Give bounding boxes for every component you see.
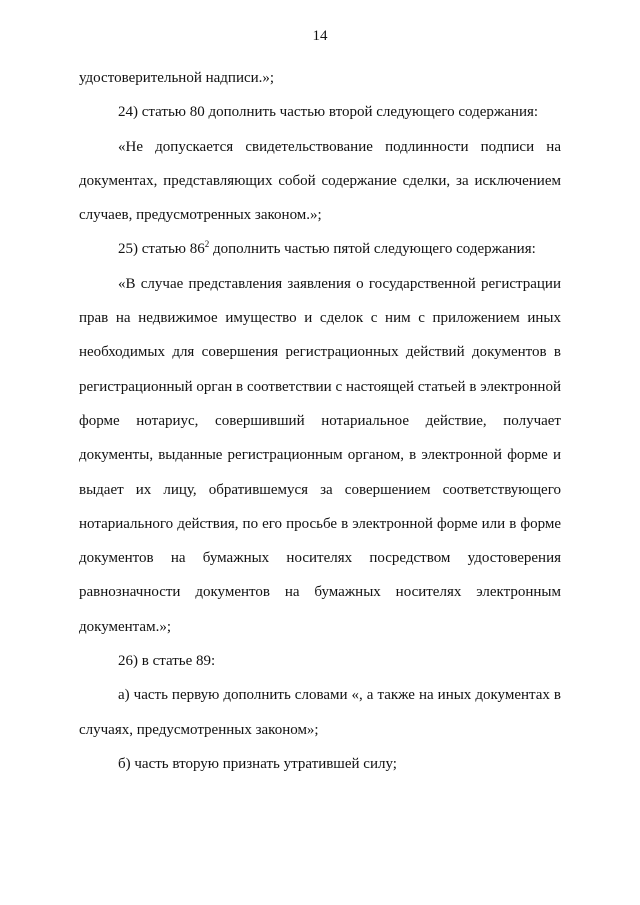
paragraph-subitem-b: б) часть вторую признать утратившей силу; xyxy=(118,755,397,772)
item-25-text-after: дополнить частью пятой следующего содержания: xyxy=(209,241,536,258)
paragraph-continuation: удостоверительной надписи.»; xyxy=(79,70,275,86)
item-25-text-before: 25) статью 86 xyxy=(118,241,205,258)
paragraph-quote-article-80: «Не допускается свидетельствование подлинности подписи на документах, представляющих собой содержание сделки, за исключением случаев, предусмотренных законом.»; xyxy=(79,138,561,224)
document-body xyxy=(79,61,561,781)
page-number: 14 xyxy=(312,28,328,44)
paragraph-item-25 xyxy=(79,232,561,266)
superscript: 2 xyxy=(204,239,210,250)
paragraph-quote-article-86: «В случае представления заявления о государственной регистрации прав на недвижимое имущество и сделок с ним с приложением иных необходимых для совершения регистрационных действий документов в регистрационный орган в соответствии с настоящей статьей в электронной форме нотариус, совершивший нотариальное действие, получает документы, выданные регистрационным органом, в электронной форме и выдает их лицу, обратившемуся за совершением соответствующего нотариального действия, по его просьбе в электронной форме или в форме документов на бумажных носителях посредством удостоверения равнозначности документов на бумажных носителях электронным документам.»; xyxy=(79,275,561,635)
paragraph-subitem-a: а) часть первую дополнить словами «, а также на иных документах в случаях, предусмотренных законом»; xyxy=(79,687,561,738)
paragraph-item-26: 26) в статье 89: xyxy=(118,653,216,670)
paragraph-item-24: 24) статью 80 дополнить частью второй следующего содержания: xyxy=(118,104,539,121)
